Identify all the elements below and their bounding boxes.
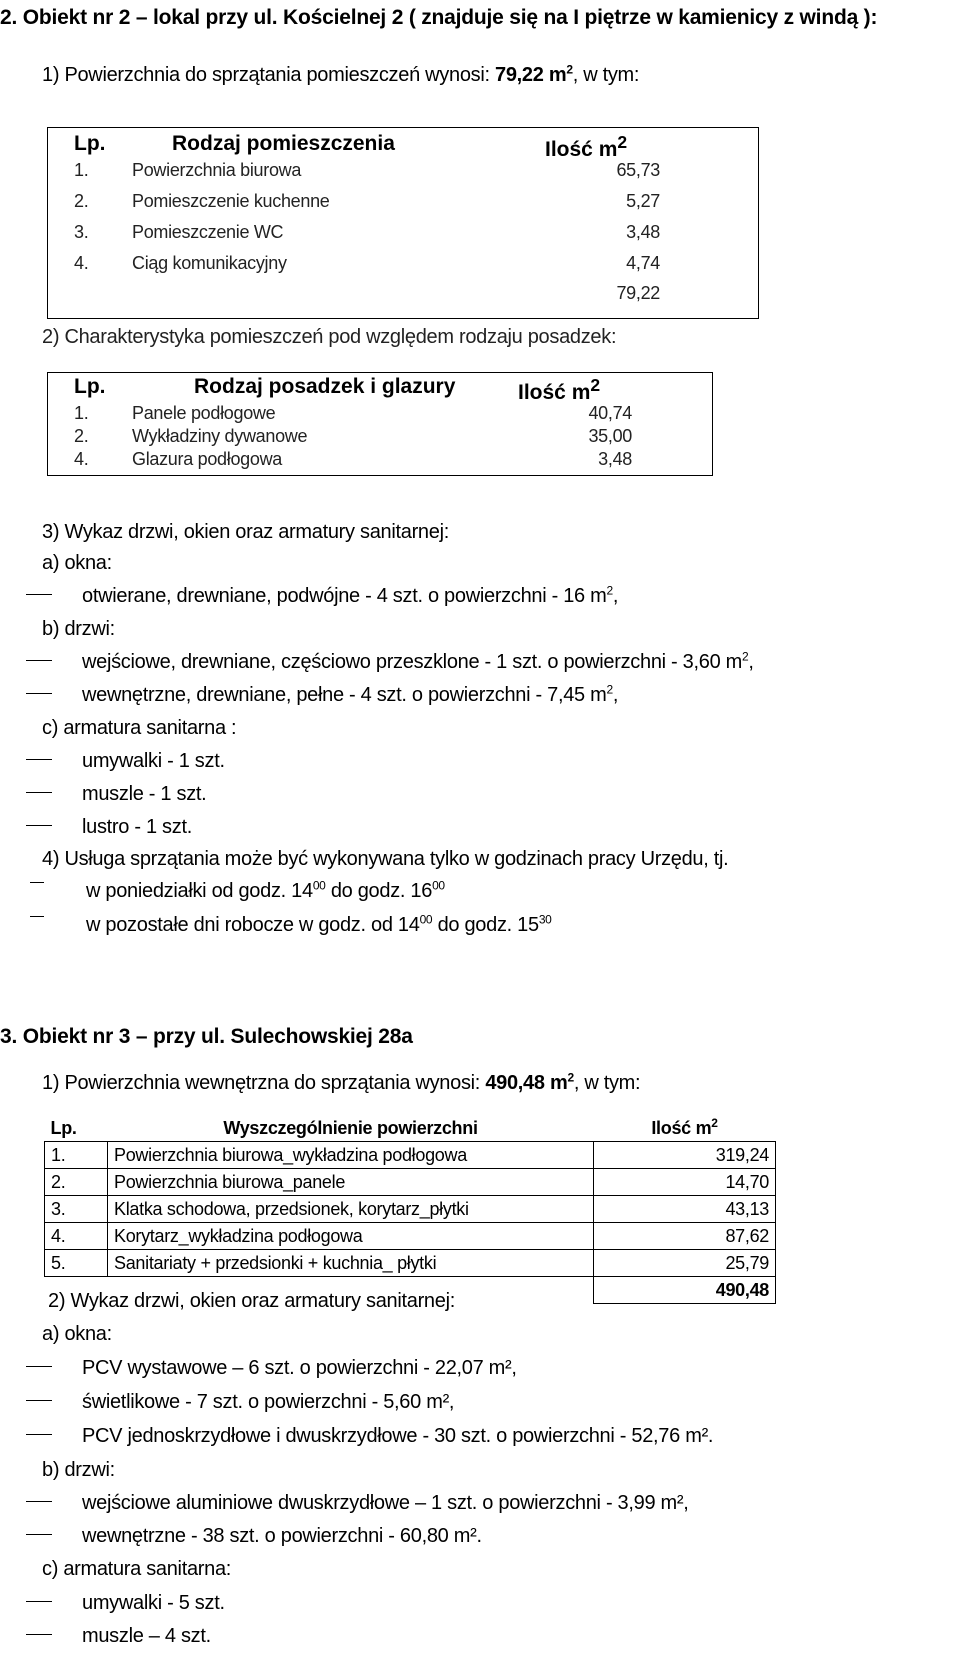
areas-table-header-lp: Lp. [50, 1117, 77, 1138]
section2-item2: 2) Charakterystyka pomieszczeń pod względem rodzaju posadzek: [42, 326, 617, 348]
section3-item2: 2) Wykaz drzwi, okien oraz armatury sanitarnej: [48, 1290, 455, 1312]
floors-table: Lp. Rodzaj posadzek i glazury Ilość $m^2$ 1. Panele podłogowe 40,74 2. Wykładziny dywanowe 35,00 4. Glazura podłogowa 3,48 [47, 372, 713, 476]
table-header-row [45, 1115, 776, 1142]
dash-bullet-icon [26, 1400, 52, 1401]
doors-label: b) drzwi: [42, 1459, 115, 1481]
section3-item1: 1) Powierzchnia wewnętrzna do sprzątania wynosi: 490,48 $m^2$, w tym: [42, 1070, 641, 1094]
dash-bullet-icon [26, 1501, 52, 1502]
list-item: wejściowe aluminiowe dwuskrzydłowe – 1 szt. o powierzchni - 3,99 m², [26, 1492, 689, 1515]
table-row: 2. Powierzchnia biurowa_panele 14,70 [45, 1169, 776, 1196]
list-item: umywalki - 5 szt. [26, 1592, 225, 1615]
list-item: muszle – 4 szt. [26, 1625, 211, 1648]
dash-bullet-icon [26, 759, 52, 760]
floors-table-header-name: Rodzaj posadzek i glazury [194, 375, 456, 398]
section2-item3: 3) Wykaz drzwi, okien oraz armatury sanitarnej: [42, 521, 449, 543]
dash-bullet-icon [26, 1434, 52, 1435]
table-row: 1. Powierzchnia biurowa_wykładzina podłogowa 319,24 [45, 1142, 776, 1169]
section2-item4: 4) Usługa sprzątania może być wykonywana tylko w godzinach pracy Urzędu, tj. [42, 848, 729, 870]
list-item: PCV wystawowe – 6 szt. o powierzchni - 22,07 m², [26, 1357, 517, 1380]
list-item: wewnętrzne - 38 szt. o powierzchni - 60,80 m². [26, 1525, 482, 1548]
table-row: 4. Korytarz_wykładzina podłogowa 87,62 [45, 1223, 776, 1250]
table-total-row: 490,48 [45, 1277, 776, 1304]
dash-bullet-icon [26, 594, 52, 595]
dash-bullet-icon [26, 1601, 52, 1602]
areas-table [44, 1115, 776, 1304]
sanitary-label: c) armatura sanitarna: [42, 1558, 232, 1580]
windows-label: a) okna: [42, 1323, 112, 1345]
list-item: umywalki - 1 szt. [26, 750, 225, 773]
list-item: muszle - 1 szt. [26, 783, 206, 806]
list-item: świetlikowe - 7 szt. o powierzchni - 5,60 m², [26, 1391, 454, 1414]
rooms-table-header-lp: Lp. [74, 132, 106, 155]
doors-label: b) drzwi: [42, 618, 115, 640]
dash-bullet-icon [26, 1634, 52, 1635]
dash-bullet-icon [26, 1534, 52, 1535]
table-row: 5. Sanitariaty + przedsionki + kuchnia_ płytki 25,79 [45, 1250, 776, 1277]
table-row: 3. Klatka schodowa, przedsionek, korytarz_płytki 43,13 [45, 1196, 776, 1223]
windows-label: a) okna: [42, 552, 112, 574]
hours-item: w pozostałe dni robocze w godz. od $14^{00}$ do godz. $15^{30}$ [30, 914, 552, 937]
list-item: wewnętrzne, drewniane, pełne - 4 szt. o powierzchni - 7,45 $m^2$, [26, 684, 618, 707]
dash-bullet-icon [26, 825, 52, 826]
section3-heading: 3. Obiekt nr 3 – przy ul. Sulechowskiej 28a [0, 1025, 413, 1048]
rooms-table-header-qty: Ilość $m^2$ [545, 132, 628, 161]
list-item: otwierane, drewniane, podwójne - 4 szt. o powierzchni - 16 $m^2$, [26, 585, 618, 608]
dash-bullet-icon [26, 693, 52, 694]
list-item: wejściowe, drewniane, częściowo przeszklone - 1 szt. o powierzchni - 3,60 $m^2$, [26, 651, 754, 674]
areas-table-header-qty: Ilość $m^2$ [651, 1115, 718, 1138]
section2-item1: 1) Powierzchnia do sprzątania pomieszczeń wynosi: 79,22 $m^2$, w tym: [42, 62, 640, 86]
dash-bullet-icon [30, 882, 44, 883]
list-item: lustro - 1 szt. [26, 816, 192, 839]
dash-bullet-icon [26, 792, 52, 793]
list-item: PCV jednoskrzydłowe i dwuskrzydłowe - 30 szt. o powierzchni - 52,76 m². [26, 1425, 713, 1448]
rooms-table-header-name: Rodzaj pomieszczenia [172, 132, 395, 155]
floors-table-header-qty: Ilość $m^2$ [518, 375, 601, 404]
dash-bullet-icon [30, 916, 44, 917]
areas-table-header-name: Wyszczególnienie powierzchni [223, 1117, 478, 1138]
section2-heading: 2. Obiekt nr 2 – lokal przy ul. Kościelnej 2 ( znajduje się na I piętrze w kamienicy z windą ): [0, 6, 878, 29]
dash-bullet-icon [26, 1366, 52, 1367]
sanitary-label: c) armatura sanitarna : [42, 717, 237, 739]
rooms-table: Lp. Rodzaj pomieszczenia Ilość $m^2$ 1. Powierzchnia biurowa 65,73 2. Pomieszczenie kuchenne 5,27 3. Pomieszczenie WC 3,48 4. Ciąg komunikacyjny 4,74 79,22 [47, 127, 759, 319]
dash-bullet-icon [26, 660, 52, 661]
floors-table-header-lp: Lp. [74, 375, 106, 398]
hours-item: w poniedziałki od godz. $14^{00}$ do godz. $16^{00}$ [30, 880, 445, 903]
